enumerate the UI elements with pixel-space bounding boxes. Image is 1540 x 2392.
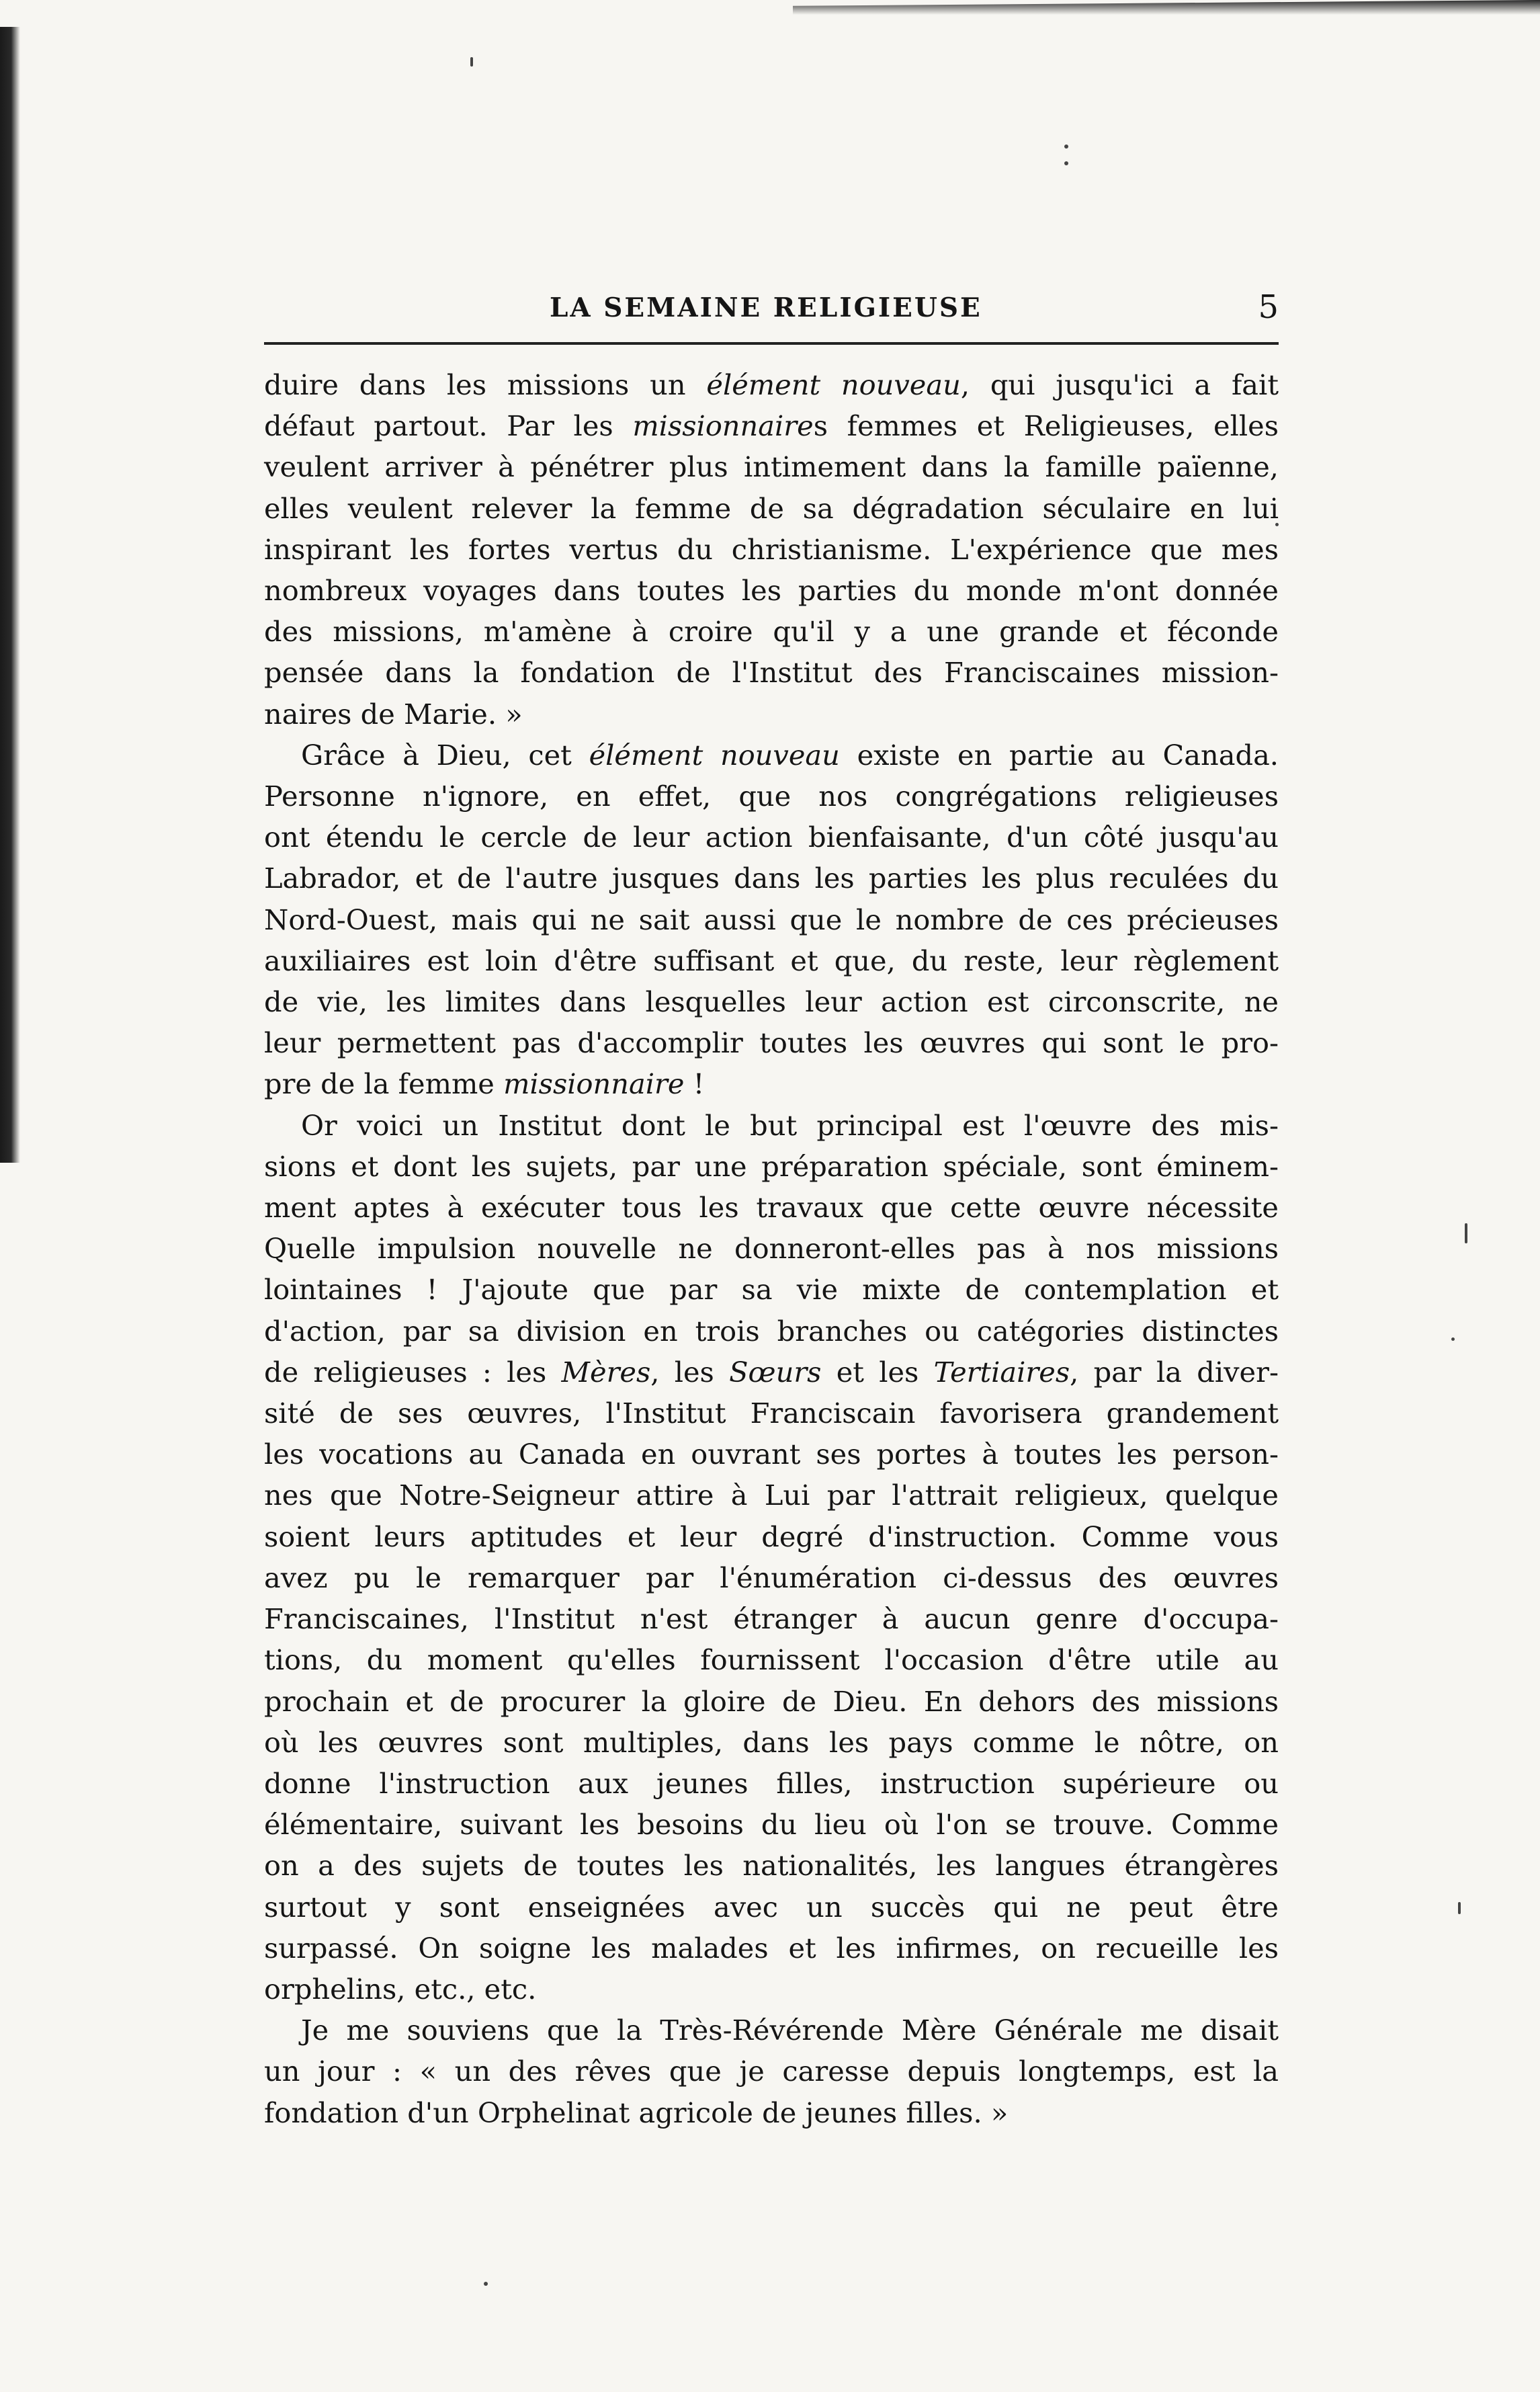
page-number: 5 xyxy=(1258,288,1279,326)
paragraph xyxy=(264,1105,1279,2010)
text-line: ment aptes à exécuter tous les travaux que cette œuvre nécessite xyxy=(264,1191,1279,1225)
scan-speck xyxy=(470,57,473,67)
text-line: naires de Marie. » xyxy=(264,697,523,731)
text-line: prochain et de procurer la gloire de Dieu. En dehors des missions xyxy=(264,1684,1279,1718)
body-text xyxy=(264,364,1279,2133)
text-line: défaut partout. Par les missionnaires femmes et Religieuses, elles xyxy=(264,409,1279,443)
text-line: elles veulent relever la femme de sa dégradation séculaire en lui xyxy=(264,491,1279,525)
text-line: Quelle impulsion nouvelle ne donneront-elles pas à nos missions xyxy=(264,1232,1279,1266)
scan-left-edge-shadow xyxy=(0,27,20,1163)
scan-speck xyxy=(484,2282,488,2286)
paragraph xyxy=(264,735,1279,1105)
text-line: Je me souviens que la Très-Révérende Mère Générale me disait xyxy=(301,2014,1279,2047)
text-line: fondation d'un Orphelinat agricole de jeunes filles. » xyxy=(264,2096,1009,2129)
text-line: lointaines ! J'ajoute que par sa vie mixte de contemplation et xyxy=(264,1273,1279,1307)
text-line: Nord-Ouest, mais qui ne sait aussi que le nombre de ces précieuses xyxy=(264,903,1279,936)
paragraph xyxy=(264,364,1279,735)
text-line: tions, du moment qu'elles fournissent l'occasion d'être utile au xyxy=(264,1643,1279,1677)
text-line: on a des sujets de toutes les nationalités, les langues étrangères xyxy=(264,1849,1279,1883)
scan-speck xyxy=(1451,1337,1455,1341)
text-line: élémentaire, suivant les besoins du lieu où l'on se trouve. Comme xyxy=(264,1808,1279,1842)
scan-speck xyxy=(1064,145,1068,149)
text-line: pensée dans la fondation de l'Institut des Franciscaines mission- xyxy=(264,656,1279,690)
scan-speck xyxy=(1458,1902,1461,1914)
text-line: inspirant les fortes vertus du christianisme. L'expérience que mes xyxy=(264,532,1279,566)
scan-top-edge-shadow xyxy=(793,0,1540,15)
text-line: surtout y sont enseignées avec un succès qui ne peut être xyxy=(264,1890,1279,1924)
text-line: de religieuses : les Mères, les Sœurs et les Tertiaires, par la diver- xyxy=(264,1355,1279,1389)
text-line: auxiliaires est loin d'être suffisant et que, du reste, leur règlement xyxy=(264,944,1279,977)
text-line: ont étendu le cercle de leur action bienfaisante, d'un côté jusqu'au xyxy=(264,821,1279,854)
text-line: Personne n'ignore, en effet, que nos congrégations religieuses xyxy=(264,780,1279,813)
text-line: donne l'instruction aux jeunes filles, instruction supérieure ou xyxy=(264,1766,1279,1800)
text-line: nombreux voyages dans toutes les parties du monde m'ont donnée xyxy=(264,574,1279,608)
text-line: leur permettent pas d'accomplir toutes les œuvres qui sont le pro- xyxy=(264,1026,1279,1060)
text-line: sité de ses œuvres, l'Institut Franciscain favorisera grandement xyxy=(264,1397,1279,1430)
text-line: nes que Notre-Seigneur attire à Lui par l'attrait religieux, quelque xyxy=(264,1479,1279,1512)
text-line: Or voici un Institut dont le but principal est l'œuvre des mis- xyxy=(301,1108,1279,1142)
scan-speck xyxy=(1064,161,1068,165)
text-line: avez pu le remarquer par l'énumération ci-dessus des œuvres xyxy=(264,1561,1279,1594)
text-line: sions et dont les sujets, par une préparation spéciale, sont éminem- xyxy=(264,1149,1279,1183)
text-line: les vocations au Canada en ouvrant ses portes à toutes les person- xyxy=(264,1438,1279,1471)
header-rule xyxy=(264,342,1279,345)
text-line: surpassé. On soigne les malades et les infirmes, on recueille les xyxy=(264,1931,1279,1965)
running-title: LA SEMAINE RELIGIEUSE xyxy=(550,292,982,323)
paragraph xyxy=(264,2010,1279,2133)
text-line: orphelins, etc., etc. xyxy=(264,1972,537,2006)
page-header xyxy=(264,286,1279,333)
text-line: de vie, les limites dans lesquelles leur action est circonscrite, ne xyxy=(264,985,1279,1019)
text-line: un jour : « un des rêves que je caresse depuis longtemps, est la xyxy=(264,2055,1279,2088)
text-line: des missions, m'amène à croire qu'il y a une grande et féconde xyxy=(264,615,1279,649)
text-line: pre de la femme missionnaire ! xyxy=(264,1067,705,1101)
text-line: soient leurs aptitudes et leur degré d'instruction. Comme vous xyxy=(264,1520,1279,1553)
text-line: duire dans les missions un élément nouveau, qui jusqu'ici a fait xyxy=(264,368,1279,401)
text-line: d'action, par sa division en trois branches ou catégories distinctes xyxy=(264,1314,1279,1348)
text-line: Franciscaines, l'Institut n'est étranger à aucun genre d'occupa- xyxy=(264,1602,1279,1636)
scan-speck xyxy=(1465,1223,1467,1243)
text-line: Grâce à Dieu, cet élément nouveau existe en partie au Canada. xyxy=(301,738,1279,772)
text-line: où les œuvres sont multiples, dans les pays comme le nôtre, on xyxy=(264,1725,1279,1759)
text-line: veulent arriver à pénétrer plus intimement dans la famille païenne, xyxy=(264,450,1279,484)
text-line: Labrador, et de l'autre jusques dans les parties les plus reculées du xyxy=(264,862,1279,895)
